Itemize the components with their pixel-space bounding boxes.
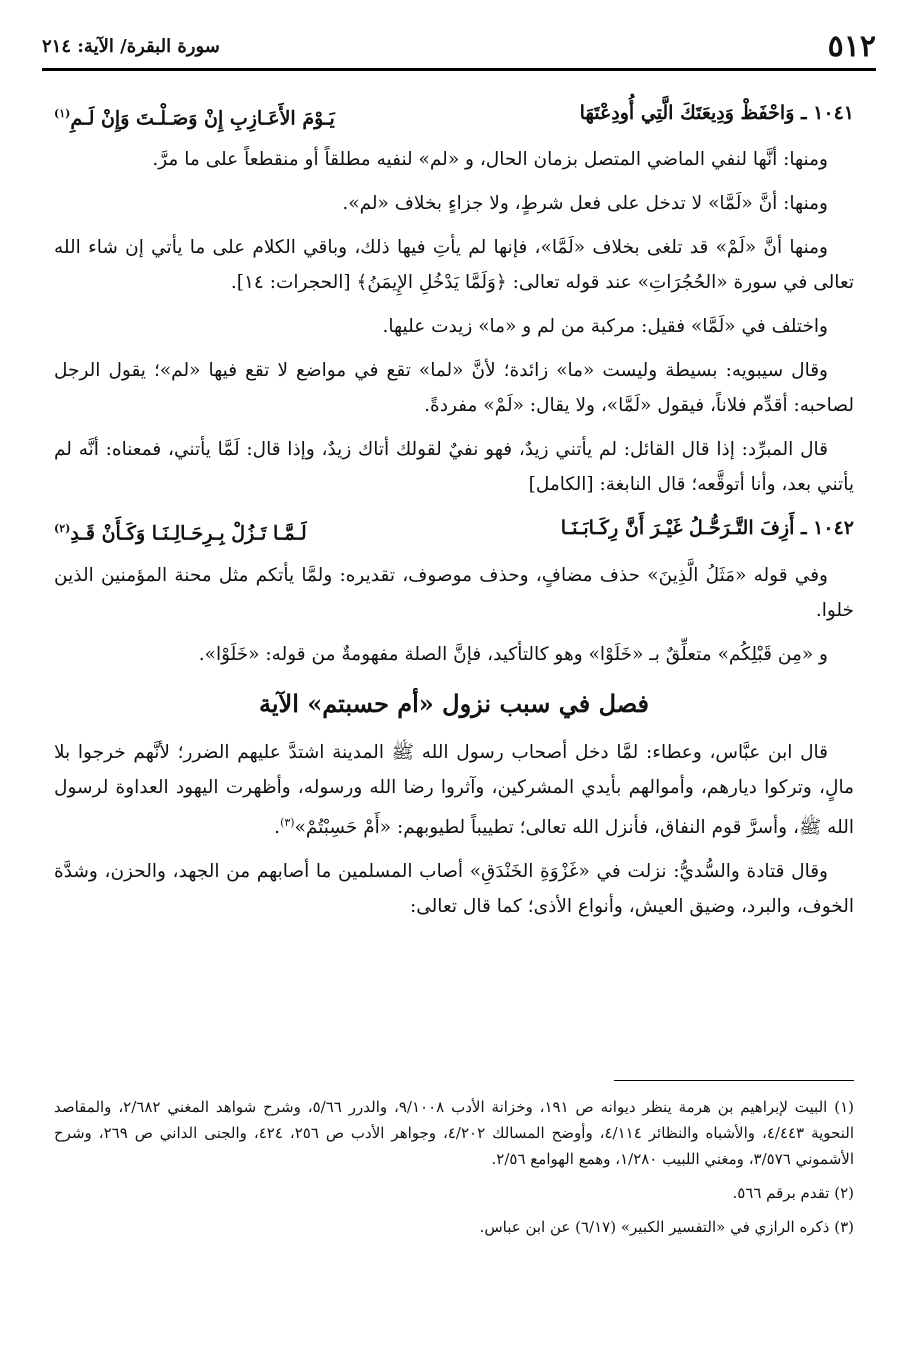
verse-second-text: لَـمَّـا تَـزُلْ بِـرِحَـالِـنَـا وَكَـأَنْ قَـدِ: [70, 522, 307, 545]
verse-line: [54, 96, 854, 136]
paragraph: و «مِن قَبْلِكُم» متعلِّقٌ بـ «خَلَوْا» وهو كالتأكيد، فإنَّ الصلة مفهومةٌ من قوله: «خَلَوْا».: [198, 643, 828, 665]
verse-second-hemistich: [54, 96, 335, 136]
verse-first-hemistich: ١٠٤١ ـ وَاحْفَظْ وَدِيعَتَكَ الَّتِي أُودِعْتَهَا: [579, 102, 854, 124]
section-title: فصل في سبب نزول «أم حسبتم» الآية: [258, 688, 650, 718]
footnote-marker: (٢): [54, 522, 71, 536]
footnote: (١) البيت لإبراهيم بن هرمة ينظر ديوانه ص ١٩١، وخزانة الأدب ٩/١٠٠٨، والدرر ٥/٦٦، وشرح شواهد المغني ٢/٦٨٢، والمقاصد النحوية ٤/٤٤٣، والأشباه والنظائر ٤/١١٤، وأوضح المسالك ٤/٢٠٢، وجواهر الأدب ص ٢٥٦، ٤٢٤، والجنى الداني ص ٢٦٩، وشرح الأشموني ٣/٥٧٦، ومغني اللبيب ١/٢٨٠، وهمع الهوامع ٢/٥٦.: [54, 1098, 854, 1168]
page-number: ٥١٢: [827, 28, 876, 64]
paragraph: ومنها أنَّ «لَمْ» قد تلغى بخلاف «لَمَّا»، فإنها لم يأتِ فيها ذلك، وباقي الكلام على ما يأتي إن شاء الله تعالى في سورة «الحُجُرَاتِ» عند قوله تعالى: ﴿وَلَمَّا يَدْخُلِ الإِيمَنُ﴾ [الحجرات: ١٤].: [54, 237, 854, 294]
paragraph: ومنها: أنَّ «لَمَّا» لا تدخل على فعل شرطٍ، ولا جزاءٍ بخلاف «لم».: [342, 193, 828, 215]
page-header: [42, 24, 876, 71]
footnote-divider: [614, 1080, 854, 1081]
paragraph-text: قال ابن عبَّاس، وعطاء: لمَّا دخل أصحاب رسول الله ﷺ المدينة اشتدَّ عليهم الضرر؛ لأنَّهم خرجوا بلا مالٍ، وتركوا ديارهم، وأموالهم بأيدي المشركين، وآثروا رضا الله ورسوله، وأظهرت اليهود العداوة لرسول الله ﷺ، وأسرَّ قوم النفاق، فأنزل الله تعالى؛ تطييباً لطيوبهم: «أَمْ حَسِبْتُمْ»: [54, 741, 854, 838]
verse-first-hemistich: ١٠٤٢ ـ أَزِفَ التَّـرَحُّـلُ غَيْـرَ أَنَّ رِكَـابَـنَـا: [560, 517, 854, 540]
verse-second-text: يَـوْمَ الأَعَـازِبِ إِنْ وَصَـلْـتَ وَإِنْ لَـمِ: [70, 107, 335, 130]
paragraph: وفي قوله «مَثَلُ الَّذِينَ» حذف مضافٍ، وحذف موصوف، تقديره: ولمَّا يأتكم مثل محنة المؤمنين الذين خلوا.: [54, 564, 854, 621]
running-title: سورة البقرة/ الآية: ٢١٤: [42, 35, 220, 57]
paragraph: قال المبرِّد: إذا قال القائل: لم يأتني زيدٌ، فهو نفيٌ لقولك أتاك زيدٌ، وإذا قال: لَمَّا يأتني، فمعناه: أنَّه لم يأتني بعد، وأنا أتوقَّعه؛ قال النابغة: [الكامل]: [54, 439, 854, 496]
verse-second-hemistich: [54, 511, 307, 551]
paragraph: قال ابن عبَّاس، وعطاء: لمَّا دخل أصحاب رسول الله ﷺ المدينة اشتدَّ عليهم الضرر؛ لأنَّهم خرجوا بلا مالٍ، وتركوا ديارهم، وأموالهم بأيدي المشركين، وآثروا رضا الله ورسوله، وأظهرت اليهود العداوة لرسول الله ﷺ، وأسرَّ قوم النفاق، فأنزل الله تعالى؛ تطييباً لطيوبهم: «أَمْ حَسِبْتُمْ»$^{(٣)}$.: [54, 741, 854, 838]
verse-line: [54, 511, 854, 551]
paragraph: ومنها: أنَّها لنفي الماضي المتصل بزمان الحال، و «لم» لنفيه مطلقاً أو منقطعاً على ما مرَّ.: [152, 149, 828, 171]
paragraph: وقال سيبويه: بسيطة وليست «ما» زائدة؛ لأنَّ «لما» تقع في مواضع لا تقع فيها «لم»؛ يقول الرجل لصاحبه: أقدِّم فلاناً، فيقول «لَمَّا»، ولا يقال: «لَمْ» مفردةً.: [54, 360, 854, 417]
main-text: [54, 96, 854, 933]
footnotes: [54, 1094, 854, 1248]
paragraph: واختلف في «لَمَّا» فقيل: مركبة من لم و «ما» زيدت عليها.: [382, 316, 828, 338]
footnote: (٣) ذكره الرازي في «التفسير الكبير» (٦/١٧) عن ابن عباس.: [479, 1218, 854, 1236]
footnote-marker: (١): [54, 107, 71, 120]
footnote: (٢) تقدم برقم ٥٦٦.: [732, 1184, 854, 1202]
paragraph: وقال قتادة والسُّديُّ: نزلت في «غَزْوَةِ الخَنْدَقِ» أصاب المسلمين ما أصابهم من الجهد، والحزن، وشدَّة الخوف، والبرد، وضيق العيش، وأنواع الأذى؛ كما قال تعالى:: [54, 860, 854, 917]
footnote-marker: (٣): [280, 815, 295, 829]
